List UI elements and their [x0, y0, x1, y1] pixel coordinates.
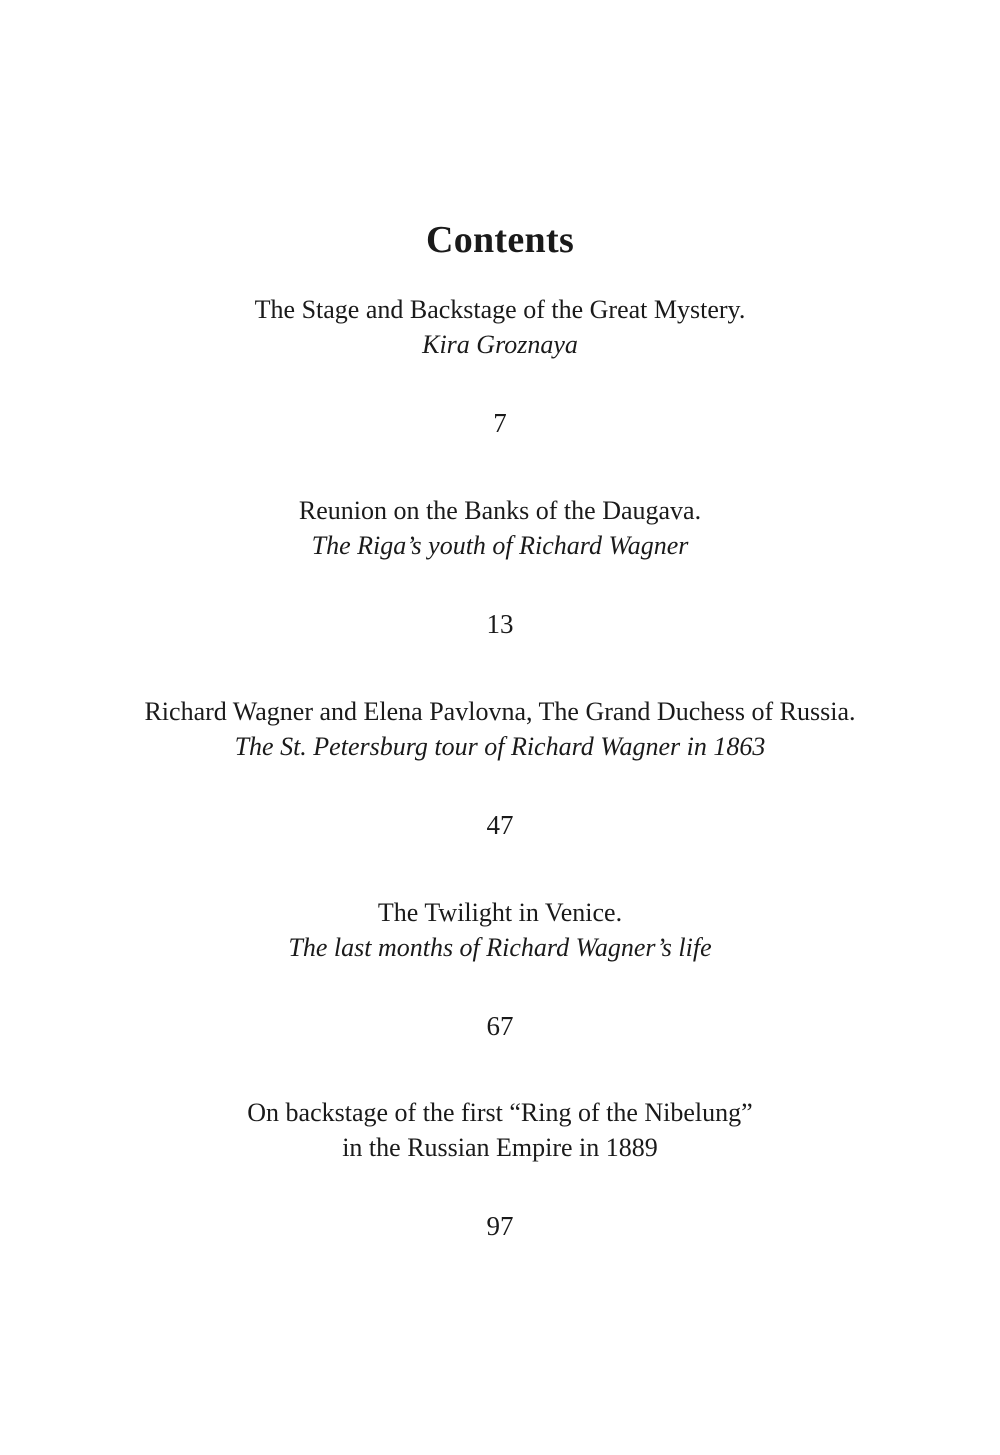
entry-title: On backstage of the first “Ring of the Nibelung” [247, 1098, 753, 1127]
entry-page-number: 13 [486, 609, 514, 639]
entry-subtitle: The last months of Richard Wagner’s life [288, 933, 712, 962]
entry-subtitle: The Riga’s youth of Richard Wagner [311, 531, 689, 560]
entry-title: The Stage and Backstage of the Great Mystery. [254, 295, 746, 324]
toc-entry [0, 1095, 1000, 1244]
entry-title: Reunion on the Banks of the Daugava. [298, 496, 702, 525]
entry-page-number: 7 [493, 408, 507, 438]
toc-entry [0, 694, 1000, 843]
entry-page-number: 67 [486, 1011, 514, 1041]
entry-page-number: 97 [486, 1211, 514, 1241]
entry-page-number: 47 [486, 810, 514, 840]
entry-title: Richard Wagner and Elena Pavlovna, The Grand Duchess of Russia. [144, 697, 856, 726]
toc-entry [0, 493, 1000, 642]
toc-entry [0, 292, 1000, 441]
toc-entry [0, 895, 1000, 1044]
entry-title-continued: in the Russian Empire in 1889 [342, 1133, 658, 1162]
entry-author: Kira Groznaya [422, 330, 578, 359]
page-title: Contents [425, 219, 575, 261]
entry-title: The Twilight in Venice. [377, 898, 623, 927]
entry-subtitle: The St. Petersburg tour of Richard Wagner in 1863 [234, 732, 766, 761]
